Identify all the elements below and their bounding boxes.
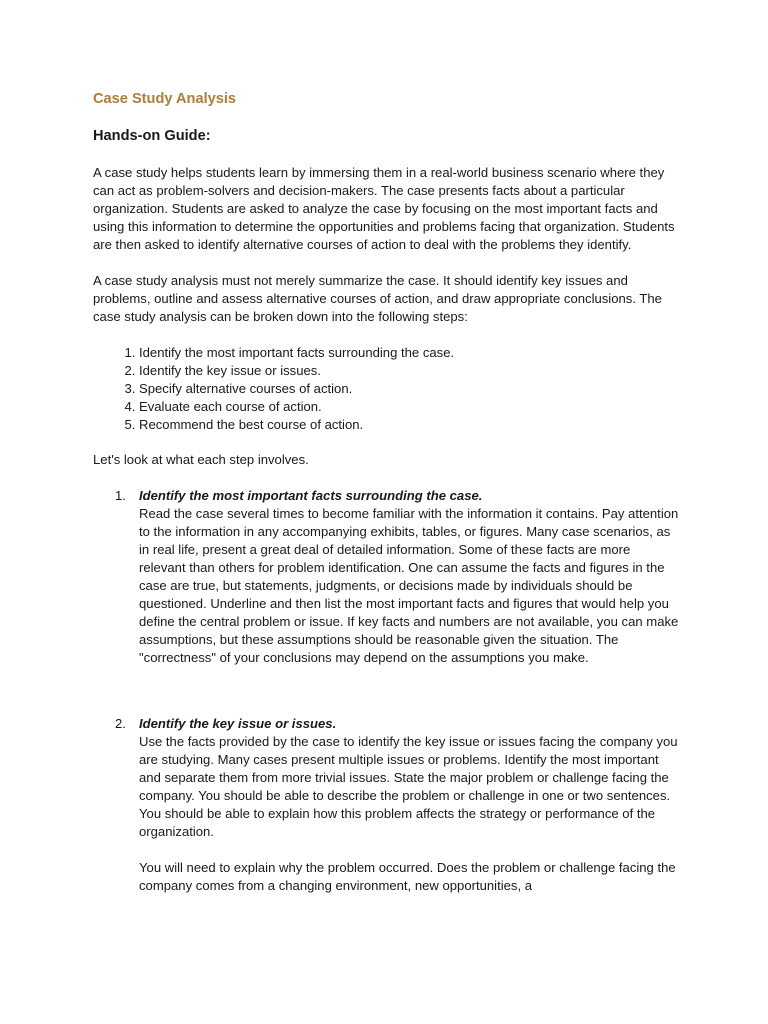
section-heading: Identify the key issue or issues. <box>139 716 337 731</box>
list-item: 5. Recommend the best course of action. <box>139 416 768 434</box>
list-item: 1. Identify the most important facts surrounding the case. <box>139 344 768 362</box>
list-item: 3. Specify alternative courses of action. <box>139 380 768 398</box>
section-paragraph: Use the facts provided by the case to identify the key issue or issues facing the company you are studying. Many cases present multiple issues or problems. Identify the most important and separate them from more trivial issues. State the major problem or challenge facing the company. You should be able to describe the problem or challenge in one or two sentences. You should be able to explain how this problem affects the strategy or performance of the organization. <box>139 734 678 839</box>
section-number: 1. <box>115 488 126 503</box>
list-item: 2. Identify the key issue or issues. <box>139 362 768 380</box>
section-heading: Identify the most important facts surrounding the case. <box>139 488 483 503</box>
section-paragraph: Read the case several times to become familiar with the information it contains. Pay attention to the information in any accompanying exhibits, tables, or figures. Many case scenarios, as in real life, present a great deal of detailed information. Some of these facts are more relevant than others for problem identification. One can assume the facts and figures in the case are true, but statements, judgments, or decisions made by individuals should be questioned. Underline and then list the most important facts and figures that would help you define the central problem or issue. If key facts and numbers are not available, you can make assumptions, but these assumptions should be reasonable given the situation. The "correctness" of your conclusions may depend on the assumptions you make. <box>139 506 679 665</box>
document-subtitle: Hands-on Guide: <box>93 128 211 144</box>
section-2 <box>93 715 678 895</box>
intro-paragraph-2: A case study analysis must not merely summarize the case. It should identify key issues and problems, outline and assess alternative courses of action, and draw appropriate conclusions. The case study analysis can be broken down into the following steps: <box>93 273 662 324</box>
section-number: 2. <box>115 716 126 731</box>
section-paragraph: You will need to explain why the problem occurred. Does the problem or challenge facing the company comes from a changing environment, new opportunities, a <box>139 860 676 893</box>
spacer <box>139 841 678 859</box>
section-1 <box>93 487 678 667</box>
intro-paragraph-1: A case study helps students learn by immersing them in a real-world business scenario where they can act as problem-solvers and decision-makers. The case presents facts about a particular organization. Students are asked to analyze the case by focusing on the most important facts and using this information to determine the opportunities and problems facing that organization. Students are then asked to identify alternative courses of action to deal with the problems they identify. <box>93 165 675 252</box>
spacer <box>93 667 768 715</box>
list-item: 4. Evaluate each course of action. <box>139 398 768 416</box>
transition-text: Let's look at what each step involves. <box>93 452 309 467</box>
steps-list <box>93 344 768 434</box>
document-title: Case Study Analysis <box>93 91 237 107</box>
